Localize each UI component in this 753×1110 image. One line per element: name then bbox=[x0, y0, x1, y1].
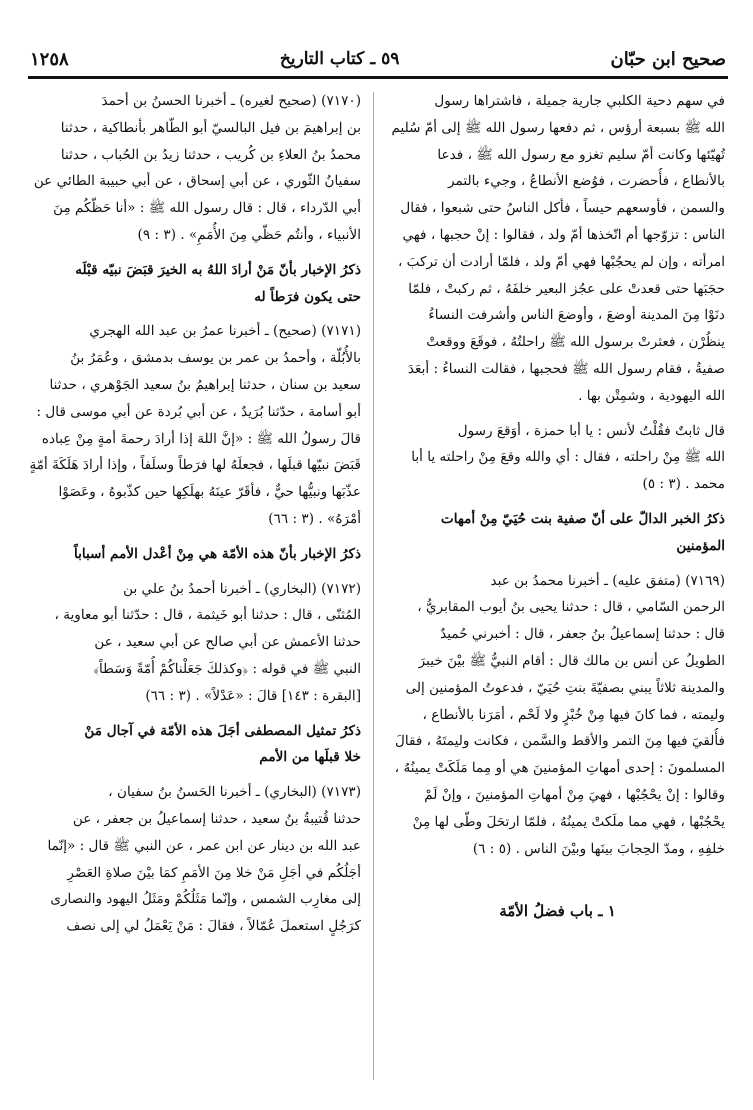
hadith-paragraph-line: بالأُبُلّة ، وأحمدُ بن عمر بن يوسف بدمشق ، وعُمَرُ بنُ bbox=[70, 350, 361, 367]
hadith-paragraph bbox=[26, 88, 361, 249]
paragraph-line: قال ثابتٌ فقُلْتُ لأنس : يا أبا حمزة ، أوَقعَ رسول bbox=[457, 422, 725, 439]
paragraph-line: محمد . (٣ : ٥) bbox=[642, 476, 725, 493]
page-number: ١٢٥٨ bbox=[30, 48, 69, 70]
column-divider bbox=[373, 92, 374, 1080]
hadith-paragraph-line: محمدُ بنُ العلاءِ بن كُريب ، حدثنا زيدُ بن الحُباب ، حدثنا bbox=[60, 146, 361, 163]
paragraph bbox=[390, 88, 725, 410]
paragraph-line: تُهيّئها وكانت أمّ سليم تغزو مع رسول الله ﷺ ، فدعا bbox=[437, 146, 725, 163]
section-heading-line: ذكرُ الخبر الدالّ على أنّ صفية بنت حُيَيّ مِنْ أمهات bbox=[440, 510, 725, 527]
hadith-paragraph-line: [البقرة : ١٤٣] قالَ : «عَدْلاً» . (٣ : ٦٦) bbox=[145, 687, 361, 704]
hadith-paragraph-line: قَبَضَ نبيّها قبلَها ، فجعلَهُ لها فرَطاً وسلَفاً ، وإذا أرادَ هَلَكَةَ أمّةٍ bbox=[29, 457, 361, 474]
paragraph-line: بالأنطاع ، فأُحضرت ، فوُضع الأنطاعُ ، وجيء بالتمر bbox=[448, 173, 725, 190]
paragraph bbox=[390, 418, 725, 498]
hadith-paragraph-line: أبي الدّرداء ، قال : قال رسول الله ﷺ : «أنا حَظّكُم مِنَ bbox=[53, 200, 361, 217]
hadith-paragraph bbox=[390, 568, 725, 863]
hadith-paragraph-line: قالَ رسولُ الله ﷺ : «إنَّ اللهَ إذا أرادَ رحمةَ أمةٍ مِنْ عِباده bbox=[41, 430, 361, 447]
hadith-paragraph-line: حدثنا قُتيبةُ بنُ سعيد ، حدثنا إسماعيلُ بن جعفر ، عن bbox=[72, 810, 361, 827]
section-heading-line: ذكرُ الإخبار بأنّ هذه الأمّة هي مِنْ أعْدل الأمم أسباباً bbox=[73, 545, 361, 562]
paragraph-line: صفيةُ ، فقام رسول الله ﷺ فحجبها ، فقالت النساءُ : أبعَدَ bbox=[407, 360, 725, 377]
paragraph-line: والسمن ، فأوسعهم حيساً ، فأكل الناسُ حتى شبعوا ، فقال bbox=[400, 200, 725, 217]
paragraph-line: الله اليهودية ، وشمِتْن بها . bbox=[578, 387, 725, 404]
hadith-paragraph-line: كرَجُلٍ استعملَ عُمّالاً ، فقالَ : مَنْ يَعْمَلُ لي إلى نصف bbox=[66, 918, 361, 935]
section-heading-line: ذكرُ تمثيل المصطفى أجَلَ هذه الأمّة في آجال مَنْ bbox=[84, 722, 361, 739]
hadith-paragraph-line: الطويلُ عن أنس بن مالك قال : أقام النبيُّ ﷺ بيْنَ خيبرَ bbox=[418, 652, 725, 669]
section-heading-line: ذكرُ الإخبار بأنّ مَنْ أرادَ اللهُ به الخيرَ قبَضَ نبيّه قبْلَه bbox=[75, 261, 361, 278]
hadith-paragraph-line: عذّبَها ونبيُّها حيٌّ ، فأقَرّ عينَهُ بهلَكِها حين كذّبوهُ ، وعَصَوْا bbox=[58, 484, 361, 501]
hadith-paragraph-line: المسلمونَ : إحدى أمهاتِ المؤمنينَ هي أو مِما مَلَكَتْ يمينُهُ ، bbox=[394, 760, 725, 777]
paragraph-line: في سهم دحية الكلبي جارية جميلة ، فاشتراها رسول bbox=[434, 93, 725, 109]
paragraph-line: ينظُرْن ، فعثرتْ برسول الله ﷺ راحلتُهُ ، فوقَعَ ووقعتْ bbox=[426, 334, 725, 351]
hadith-paragraph bbox=[26, 576, 361, 710]
hadith-paragraph-line: قال : حدثنا إسماعيلُ بنُ جعفر ، قال : أخبرني حُميدٌ bbox=[440, 626, 725, 643]
hadith-paragraph bbox=[26, 779, 361, 940]
paragraph-line: الله ﷺ بسبعة أرؤس ، ثم دفعها رسول الله ﷺ إلى أمّ سُليم bbox=[391, 119, 725, 136]
hadith-paragraph-line: عبد الله بن دينار عن ابن عمر ، عن النبي ﷺ قال : «إنّما bbox=[47, 837, 361, 854]
section-heading bbox=[26, 718, 361, 772]
section-heading bbox=[26, 257, 361, 311]
hadith-paragraph-line: إلى مغارِب الشمس ، وإنّما مَثَلُكُمْ ومَثَلُ اليهود والنصارى bbox=[50, 891, 361, 908]
hadith-paragraph-line: حدثنا الأعمش عن أبي صالح عن أبي سعيد ، عن bbox=[94, 634, 361, 651]
chapter-title: ١ ـ باب فضلُ الأمّة bbox=[499, 902, 616, 921]
hadith-paragraph-line: بن إبراهيمَ بن فيل البالسيّ أبو الطّاهر بأنطاكية ، حدثنا bbox=[60, 119, 361, 136]
right-column bbox=[390, 88, 725, 1090]
hadith-paragraph-line: وقالوا : إنْ يحْجُبْها ، فهيَ مِنْ أمهاتِ المؤمنينَ ، وإنْ لَمْ bbox=[424, 786, 725, 803]
hadith-paragraph-line: المُثنّى ، قال : حدثنا أبو خَيثمة ، قال : حدّثنا أبو معاوية ، bbox=[54, 607, 361, 624]
hadith-paragraph-line: فأُلقيَ فيها مِنَ التمر والأقط والسَّمن ، فكانت وليمتَهُ ، فقالَ bbox=[394, 733, 725, 750]
paragraph-line: الله ﷺ مِنْ راحلته ، فقال : أي والله وقعَ مِنْ راحلته يا أبا bbox=[411, 449, 725, 466]
section-heading-line: المؤمنين bbox=[676, 537, 725, 554]
hadith-paragraph-line: أجَلُكُم في أجَلِ مَنْ خلا مِنَ الأمَمِ كمَا بيْنَ صلاةِ العَصْرِ bbox=[67, 864, 361, 881]
section-heading-line: حتى يكون فرَطاً له bbox=[254, 288, 361, 305]
hadith-paragraph bbox=[26, 318, 361, 532]
header-rule bbox=[28, 76, 728, 79]
section-title: ٥٩ ـ كتاب التاريخ bbox=[279, 49, 400, 69]
hadith-paragraph-line: الرحمن السّامي ، قال : حدثنا يحيى بنُ أيوب المقابريُّ ، bbox=[417, 599, 725, 616]
paragraph-line: دنَوْا مِنَ المدينة أوضعَ ، وأوضعَ الناس وأشرفت النساءُ bbox=[428, 307, 725, 324]
hadith-paragraph-line: أبو أسامة ، حدّثنا بُرَيدٌ ، عن أبي بُردة عن أبي موسى قال : bbox=[36, 403, 361, 420]
hadith-paragraph-line: (٧١٧١) (صحيح) ـ أخبرنا عمرُ بن عبد الله الهجري bbox=[89, 323, 361, 340]
hadith-paragraph-line: سفيانُ الثّوري ، عن أبي إسحاق ، عن أبي حبيبة الطائي عن bbox=[33, 173, 361, 190]
hadith-paragraph-line: الأنبياء ، وأنتُم حَظّي مِنَ الأُمَمِ» . (٣ : ٩) bbox=[137, 226, 361, 243]
hadith-paragraph-line: والمدينة ثلاثاً يبني بصفيّةَ بنتِ حُيَيّ ، فدعوتُ المؤمنين إلى bbox=[405, 679, 725, 696]
hadith-paragraph-line: النبي ﷺ في قوله : ﴿وكذلكَ جَعَلْناكُمْ أُمّةً وَسَطاً﴾ bbox=[93, 660, 361, 677]
hadith-paragraph-line: يحْجُبْها ، فهي مما ملَكتْ يمينُهُ ، فلمّا ارتحَلَ وطّى لها مِنْ bbox=[412, 813, 725, 830]
hadith-paragraph-line: (٧١٧٢) (البخاري) ـ أخبرنا أحمدُ بنُ علي بن bbox=[123, 580, 361, 597]
paragraph-line: حجَبَها حتى قعدتْ على عجُز البعير خلفَهُ ، ثم ركبتْ ، فلمّا bbox=[408, 280, 725, 297]
hadith-paragraph-line: أمْرَهُ» . (٣ : ٦٦) bbox=[268, 510, 361, 527]
hadith-paragraph-line: (٧١٧٠) (صحيح لغيره) ـ أخبرنا الحسنُ بن أحمدَ bbox=[101, 93, 361, 109]
hadith-paragraph-line: (٧١٦٩) (متفق عليه) ـ أخبرنا محمدُ بن عبد bbox=[490, 572, 725, 589]
section-heading-line: خلا قبلَها من الأمم bbox=[259, 749, 361, 766]
paragraph-line: امرأته ، وإن لم يحجُبْها فهي أمّ ولد ، فلمّا أرادت أن تركبَ ، bbox=[397, 253, 725, 270]
section-heading bbox=[390, 506, 725, 560]
left-column bbox=[26, 88, 361, 1090]
hadith-paragraph-line: وليمته ، فما كانَ فيها مِنْ خُبْزٍ ولا لَحْم ، أمَرَنا بالأنطاع ، bbox=[422, 706, 725, 723]
book-title: صحيح ابن حبّان bbox=[610, 48, 726, 70]
paragraph-line: الناس : تزوّجها أم اتّخذها أمّ ولد ، فقالوا : إنْ حجبها ، فهي bbox=[402, 226, 725, 243]
hadith-paragraph-line: خلفِهِ ، ومدّ الحِجابَ بينَها وبيْنَ الناس . (٥ : ٦) bbox=[472, 840, 725, 857]
hadith-paragraph-line: سعيد بن سنان ، حدثنا إبراهيمُ بنُ سعيد الجَوْهري ، حدثنا bbox=[49, 376, 361, 393]
section-heading bbox=[26, 541, 361, 568]
page-header bbox=[30, 44, 726, 74]
hadith-paragraph-line: (٧١٧٣) (البخاري) ـ أخبرنا الحَسنُ بنُ سفيان ، bbox=[108, 784, 361, 801]
